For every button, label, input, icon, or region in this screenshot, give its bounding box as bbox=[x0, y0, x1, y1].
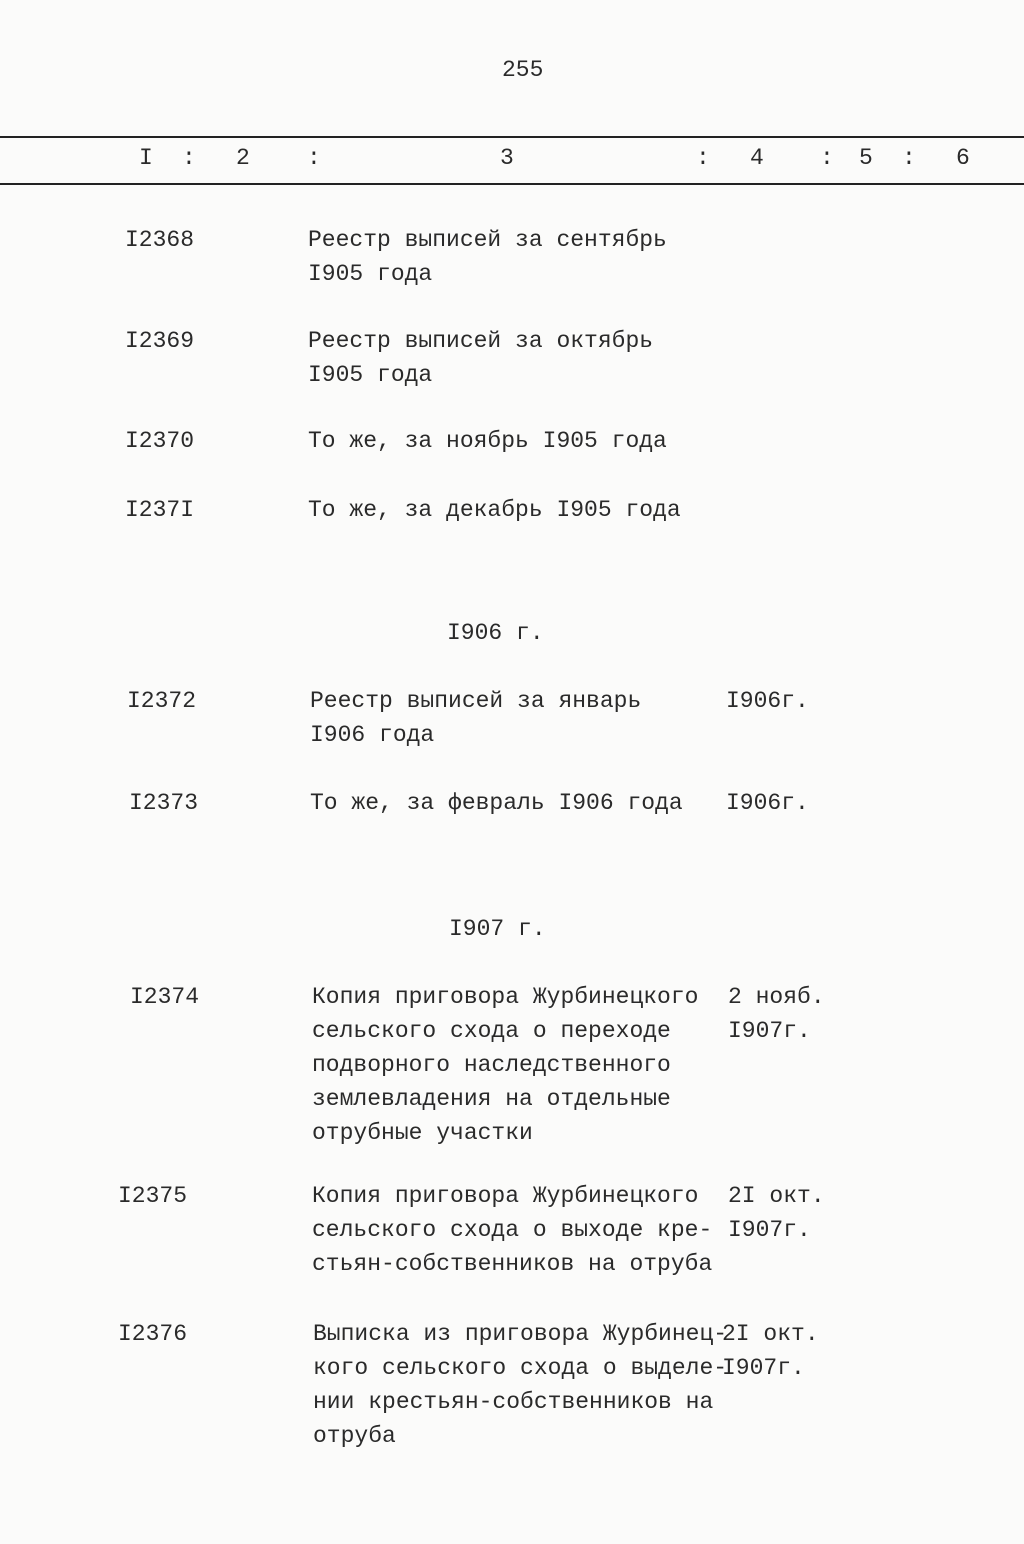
column-header-5: 5 bbox=[859, 145, 873, 171]
description-line: То же, за декабрь I905 года bbox=[308, 497, 681, 523]
date-line: 2I окт. bbox=[722, 1321, 819, 1347]
description-line: Выписка из приговора Журбинец- bbox=[313, 1321, 728, 1347]
description-line: То же, за ноябрь I905 года bbox=[308, 428, 667, 454]
entry-number: I2372 bbox=[127, 688, 197, 714]
description-line: нии крестьян-собственников на bbox=[313, 1389, 714, 1415]
year-heading: I907 г. bbox=[449, 916, 546, 942]
column-header-1: I bbox=[139, 145, 153, 171]
column-header-6: 6 bbox=[956, 145, 970, 171]
entry-description bbox=[308, 493, 681, 527]
year-heading: I906 г. bbox=[447, 620, 544, 646]
entry-number: I2368 bbox=[125, 227, 195, 253]
date-line: I907г. bbox=[722, 1355, 805, 1381]
description-line: Копия приговора Журбинецкого bbox=[312, 984, 699, 1010]
column-separator: : bbox=[696, 145, 710, 171]
date-line: I907г. bbox=[728, 1018, 811, 1044]
entry-number: I2370 bbox=[125, 428, 195, 454]
description-line: отрубные участки bbox=[312, 1120, 533, 1146]
entry-description bbox=[313, 1317, 727, 1453]
column-separator: : bbox=[182, 145, 196, 171]
entry-description bbox=[312, 1179, 712, 1281]
entry-number: I2376 bbox=[118, 1321, 188, 1347]
entry-date bbox=[726, 684, 809, 718]
entry-description bbox=[308, 223, 667, 291]
column-header-4: 4 bbox=[750, 145, 764, 171]
description-line: I906 года bbox=[310, 722, 435, 748]
entry-date bbox=[726, 786, 809, 820]
description-line: Реестр выписей за октябрь bbox=[308, 328, 654, 354]
date-line: I907г. bbox=[728, 1217, 811, 1243]
date-line: 2I окт. bbox=[728, 1183, 825, 1209]
date-line: 2 нояб. bbox=[728, 984, 825, 1010]
entry-number: I237I bbox=[125, 497, 195, 523]
description-line: I905 года bbox=[308, 261, 433, 287]
date-line: I906г. bbox=[726, 790, 809, 816]
description-line: кого сельского схода о выделе- bbox=[313, 1355, 728, 1381]
header-bottom-rule bbox=[0, 183, 1024, 185]
description-line: Реестр выписей за январь bbox=[310, 688, 642, 714]
description-line: сельского схода о переходе bbox=[312, 1018, 671, 1044]
column-separator: : bbox=[820, 145, 834, 171]
description-line: стьян-собственников на отруба bbox=[312, 1251, 713, 1277]
description-line: сельского схода о выходе кре- bbox=[312, 1217, 713, 1243]
page-number: 255 bbox=[502, 57, 544, 83]
description-line: Реестр выписей за сентябрь bbox=[308, 227, 667, 253]
entry-description bbox=[308, 424, 667, 458]
column-separator: : bbox=[902, 145, 916, 171]
entry-date bbox=[722, 1317, 819, 1385]
column-separator: : bbox=[307, 145, 321, 171]
entry-description bbox=[310, 684, 641, 752]
entry-date bbox=[728, 980, 825, 1048]
entry-number: I2374 bbox=[130, 984, 200, 1010]
entry-number: I2369 bbox=[125, 328, 195, 354]
description-line: землевладения на отдельные bbox=[312, 1086, 671, 1112]
entry-number: I2373 bbox=[129, 790, 199, 816]
entry-description bbox=[308, 324, 653, 392]
entry-date bbox=[728, 1179, 825, 1247]
date-line: I906г. bbox=[726, 688, 809, 714]
entry-description bbox=[312, 980, 698, 1150]
description-line: Копия приговора Журбинецкого bbox=[312, 1183, 699, 1209]
description-line: подворного наследственного bbox=[312, 1052, 671, 1078]
column-header-3: 3 bbox=[500, 145, 514, 171]
header-top-rule bbox=[0, 136, 1024, 138]
description-line: То же, за февраль I906 года bbox=[310, 790, 683, 816]
column-header-2: 2 bbox=[236, 145, 250, 171]
entry-description bbox=[310, 786, 683, 820]
description-line: отруба bbox=[313, 1423, 396, 1449]
description-line: I905 года bbox=[308, 362, 433, 388]
entry-number: I2375 bbox=[118, 1183, 188, 1209]
